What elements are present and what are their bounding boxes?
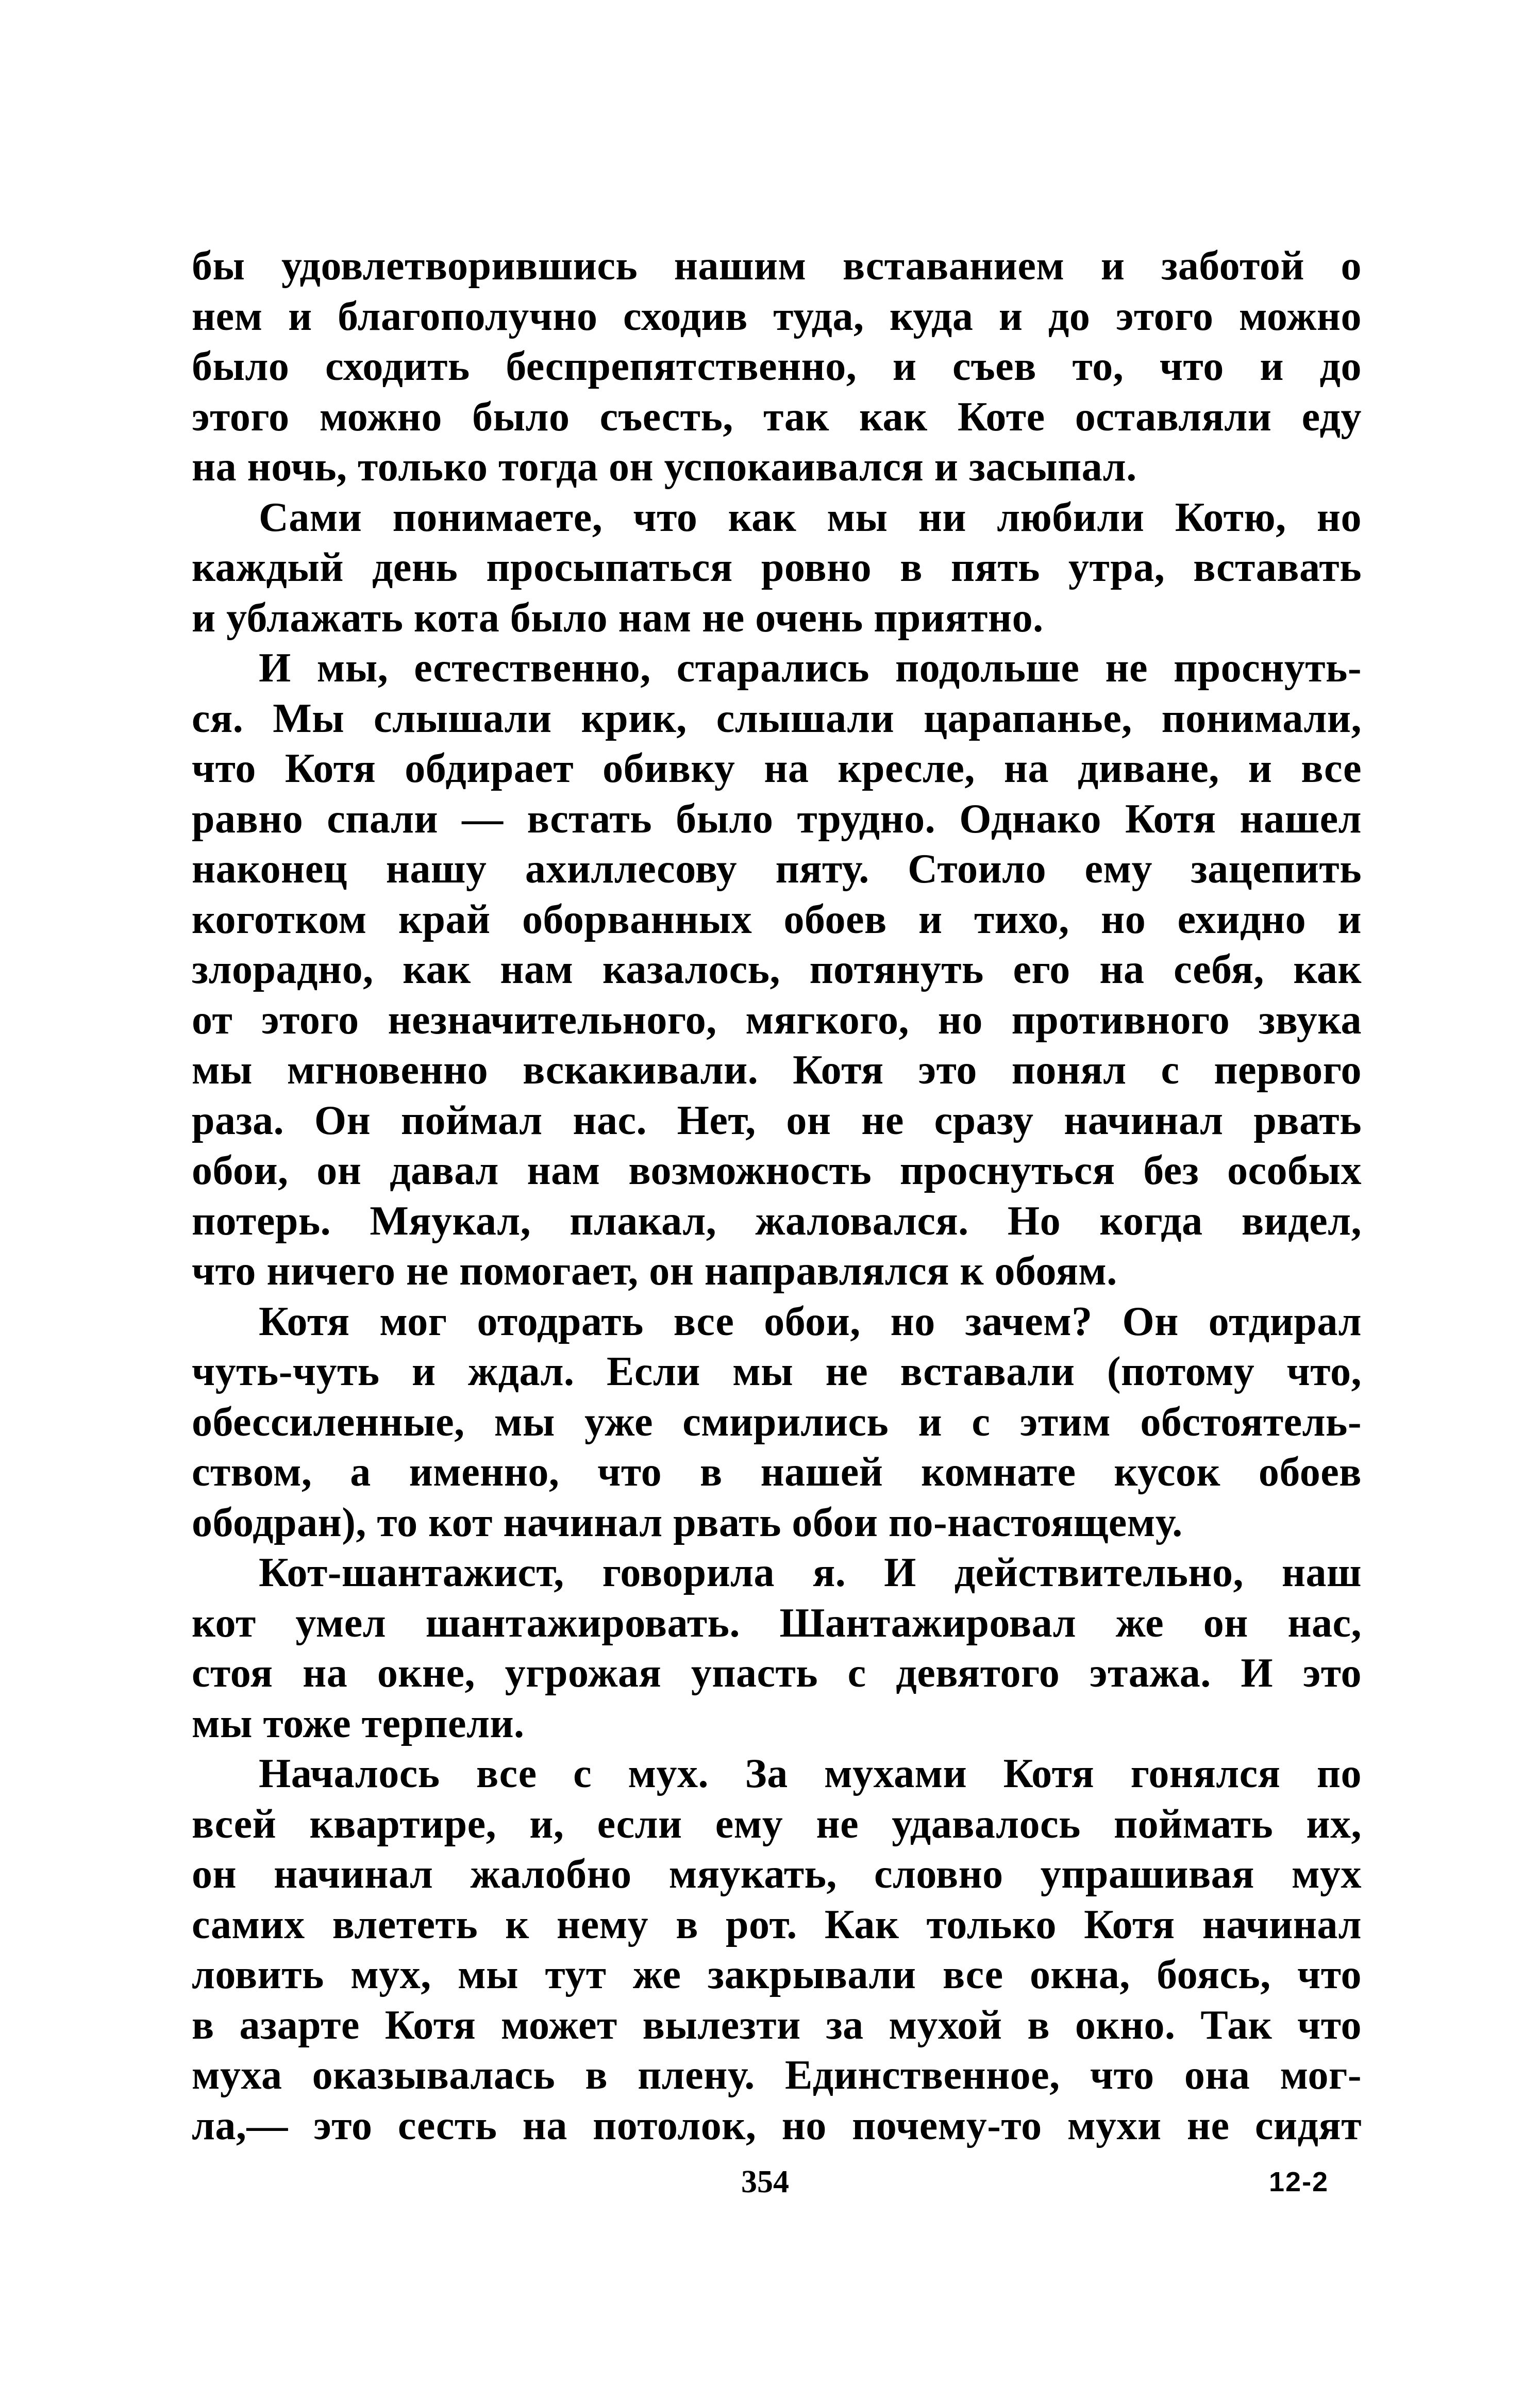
text-line: бы удовлетворившись нашим вставанием и заботой о [192,243,1362,289]
text-line: в азарте Котя может вылезти за мухой в окно. Так что [192,2002,1362,2048]
body-text [192,241,1362,2151]
text-line: ством, а именно, что в нашей комнате кусок обоев [192,1449,1362,1495]
printer-signature: 12-2 [1269,2166,1329,2197]
text-line: наконец нашу ахиллесову пяту. Стоило ему зацепить [192,846,1362,892]
text-line: было сходить беспрепятственно, и съев то, что и до [192,344,1362,389]
text-line: что Котя обдирает обивку на кресле, на диване, и все [192,746,1362,791]
text-line: коготком край оборванных обоев и тихо, но ехидно и [192,896,1362,942]
page-number: 354 [741,2164,789,2199]
text-line: Сами понимаете, что как мы ни любили Котю, но [259,494,1362,540]
text-line: мы мгновенно вскакивали. Котя это понял с первого [192,1047,1362,1093]
text-line: что ничего не помогает, он направлялся к обоям. [192,1248,1117,1294]
text-line: ободран), то кот начинал рвать обои по-настоящему. [192,1499,1183,1545]
text-line: и ублажать кота было нам не очень приятно. [192,595,1044,641]
text-line: Кот-шантажист, говорила я. И действительно, наш [259,1550,1362,1595]
text-line: ловить мух, мы тут же закрывали все окна, боясь, что [192,1952,1362,1997]
text-line: ла,— это сесть на потолок, но почему-то мухи не сидят [192,2103,1362,2148]
text-line: муха оказывалась в плену. Единственное, что она мог- [192,2053,1362,2098]
text-line: на ночь, только тогда он успокаивался и засыпал. [192,444,1137,490]
text-line: самих влететь к нему в рот. Как только Котя начинал [192,1902,1362,1947]
text-line: мы тоже терпели. [192,1701,525,1746]
text-line: этого можно было съесть, так как Коте оставляли еду [192,394,1362,440]
text-line: всей квартире, и, если ему не удавалось поймать их, [192,1801,1362,1847]
text-line: обои, он давал нам возможность проснуться без особых [192,1148,1362,1193]
text-line: потерь. Мяукал, плакал, жаловался. Но когда видел, [192,1198,1362,1244]
text-line: злорадно, как нам казалось, потянуть его на себя, как [192,947,1362,992]
text-line: он начинал жалобно мяукать, словно упрашивая мух [192,1852,1362,1897]
text-line: И мы, естественно, старались подольше не проснуть- [259,645,1362,691]
text-line: равно спали — встать было трудно. Однако Котя нашел [192,796,1362,842]
text-line: Началось все с мух. За мухами Котя гонялся по [259,1751,1362,1796]
text-line: раза. Он поймал нас. Нет, он не сразу начинал рвать [192,1097,1362,1143]
text-line: кот умел шантажировать. Шантажировал же он нас, [192,1600,1362,1646]
page-footer [0,2164,1540,2200]
text-line: каждый день просыпаться ровно в пять утра, вставать [192,545,1362,590]
text-line: нем и благополучно сходив туда, куда и до этого можно [192,293,1362,339]
text-line: Котя мог отодрать все обои, но зачем? Он отдирал [259,1298,1362,1344]
text-line: стоя на окне, угрожая упасть с девятого этажа. И это [192,1651,1362,1696]
text-line: чуть-чуть и ждал. Если мы не вставали (потому что, [192,1349,1362,1394]
text-line: от этого незначительного, мягкого, но противного звука [192,997,1362,1043]
text-line: обессиленные, мы уже смирились и с этим обстоятель- [192,1399,1362,1445]
text-line: ся. Мы слышали крик, слышали царапанье, понимали, [192,695,1362,741]
